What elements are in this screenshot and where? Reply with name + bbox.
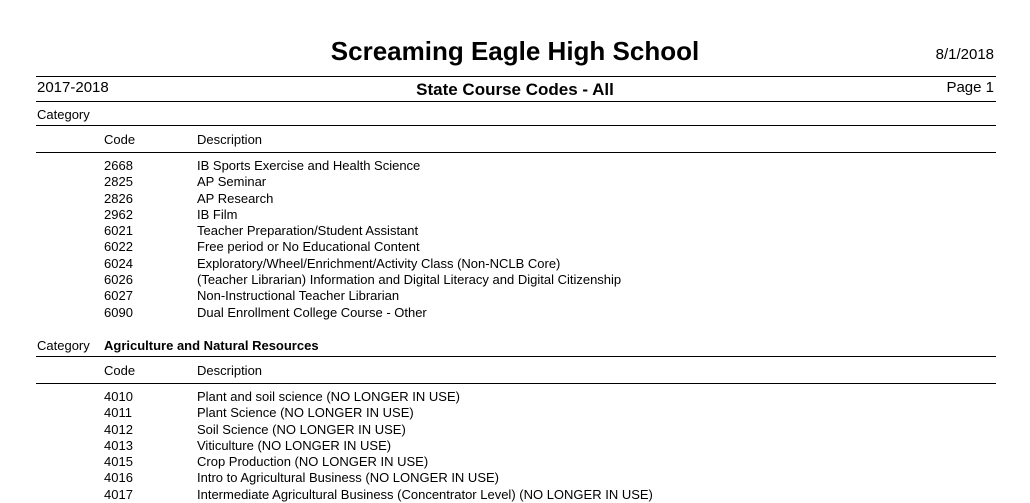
course-description: Viticulture (NO LONGER IN USE) <box>197 437 392 453</box>
course-code: 4017 <box>104 486 133 502</box>
course-description: Dual Enrollment College Course - Other <box>197 304 427 320</box>
table-row <box>0 272 1030 288</box>
course-code: 6090 <box>104 304 133 320</box>
code-column-header: Code <box>104 132 136 147</box>
course-description: IB Sports Exercise and Health Science <box>197 158 421 173</box>
table-row <box>0 174 1030 190</box>
course-code: 4010 <box>104 389 133 404</box>
header-divider <box>36 76 996 77</box>
course-code: 6027 <box>104 288 133 304</box>
school-year: 2017-2018 <box>37 79 109 96</box>
description-column-header: Description <box>197 363 263 378</box>
course-description: Exploratory/Wheel/Enrichment/Activity Class (Non-NCLB Core) <box>197 255 561 271</box>
course-code: 2962 <box>104 206 133 222</box>
course-description: (Teacher Librarian) Information and Digital Literacy and Digital Citizenship <box>197 272 622 288</box>
course-description: Intro to Agricultural Business (NO LONGER IN USE) <box>197 470 499 486</box>
category-label: Category <box>37 107 90 122</box>
table-row <box>0 239 1030 255</box>
course-description: Intermediate Agricultural Business (Concentrator Level) (NO LONGER IN USE) <box>197 486 653 502</box>
category-name: Agriculture and Natural Resources <box>104 338 319 353</box>
course-description: Plant and soil science (NO LONGER IN USE) <box>197 389 460 404</box>
table-row <box>0 207 1030 223</box>
course-code-list <box>0 389 1030 503</box>
table-row <box>0 405 1030 421</box>
course-code: 6021 <box>104 223 133 239</box>
column-header-divider <box>36 152 996 153</box>
table-row <box>0 487 1030 503</box>
course-description: Crop Production (NO LONGER IN USE) <box>197 454 429 470</box>
course-code: 6024 <box>104 255 133 271</box>
table-row <box>0 305 1030 321</box>
course-code: 4011 <box>104 405 132 421</box>
course-description: AP Seminar <box>197 174 267 190</box>
course-code: 2825 <box>104 174 133 190</box>
course-code: 6022 <box>104 239 133 255</box>
course-code: 4015 <box>104 454 133 470</box>
table-row <box>0 470 1030 486</box>
course-description: Free period or No Educational Content <box>197 239 420 255</box>
code-column-header: Code <box>104 363 136 378</box>
category-label: Category <box>37 338 90 353</box>
page-number: Page 1 <box>946 79 994 96</box>
table-row <box>0 158 1030 174</box>
course-code: 4012 <box>104 421 133 437</box>
course-description: Plant Science (NO LONGER IN USE) <box>197 405 414 421</box>
category-divider <box>36 125 996 126</box>
course-code: 4016 <box>104 470 133 486</box>
course-description: IB Film <box>197 206 238 222</box>
course-description: Non-Instructional Teacher Librarian <box>197 288 400 304</box>
table-row <box>0 454 1030 470</box>
course-code: 2826 <box>104 190 133 206</box>
course-description: AP Research <box>197 190 274 206</box>
table-row <box>0 223 1030 239</box>
table-row <box>0 256 1030 272</box>
school-name: Screaming Eagle High School <box>330 36 700 66</box>
course-code-list <box>0 158 1030 321</box>
column-header-divider <box>36 383 996 384</box>
table-row <box>0 191 1030 207</box>
table-row <box>0 438 1030 454</box>
table-row <box>0 422 1030 438</box>
course-code: 4013 <box>104 437 133 453</box>
table-row <box>0 389 1030 405</box>
course-description: Soil Science (NO LONGER IN USE) <box>197 421 406 437</box>
report-title: State Course Codes - All <box>416 80 614 99</box>
course-description: Teacher Preparation/Student Assistant <box>197 223 419 239</box>
course-code: 2668 <box>104 158 133 173</box>
category-divider <box>36 356 996 357</box>
print-date: 8/1/2018 <box>935 46 994 63</box>
table-row <box>0 288 1030 304</box>
title-divider <box>36 101 996 102</box>
description-column-header: Description <box>197 132 263 147</box>
course-code: 6026 <box>104 272 133 288</box>
